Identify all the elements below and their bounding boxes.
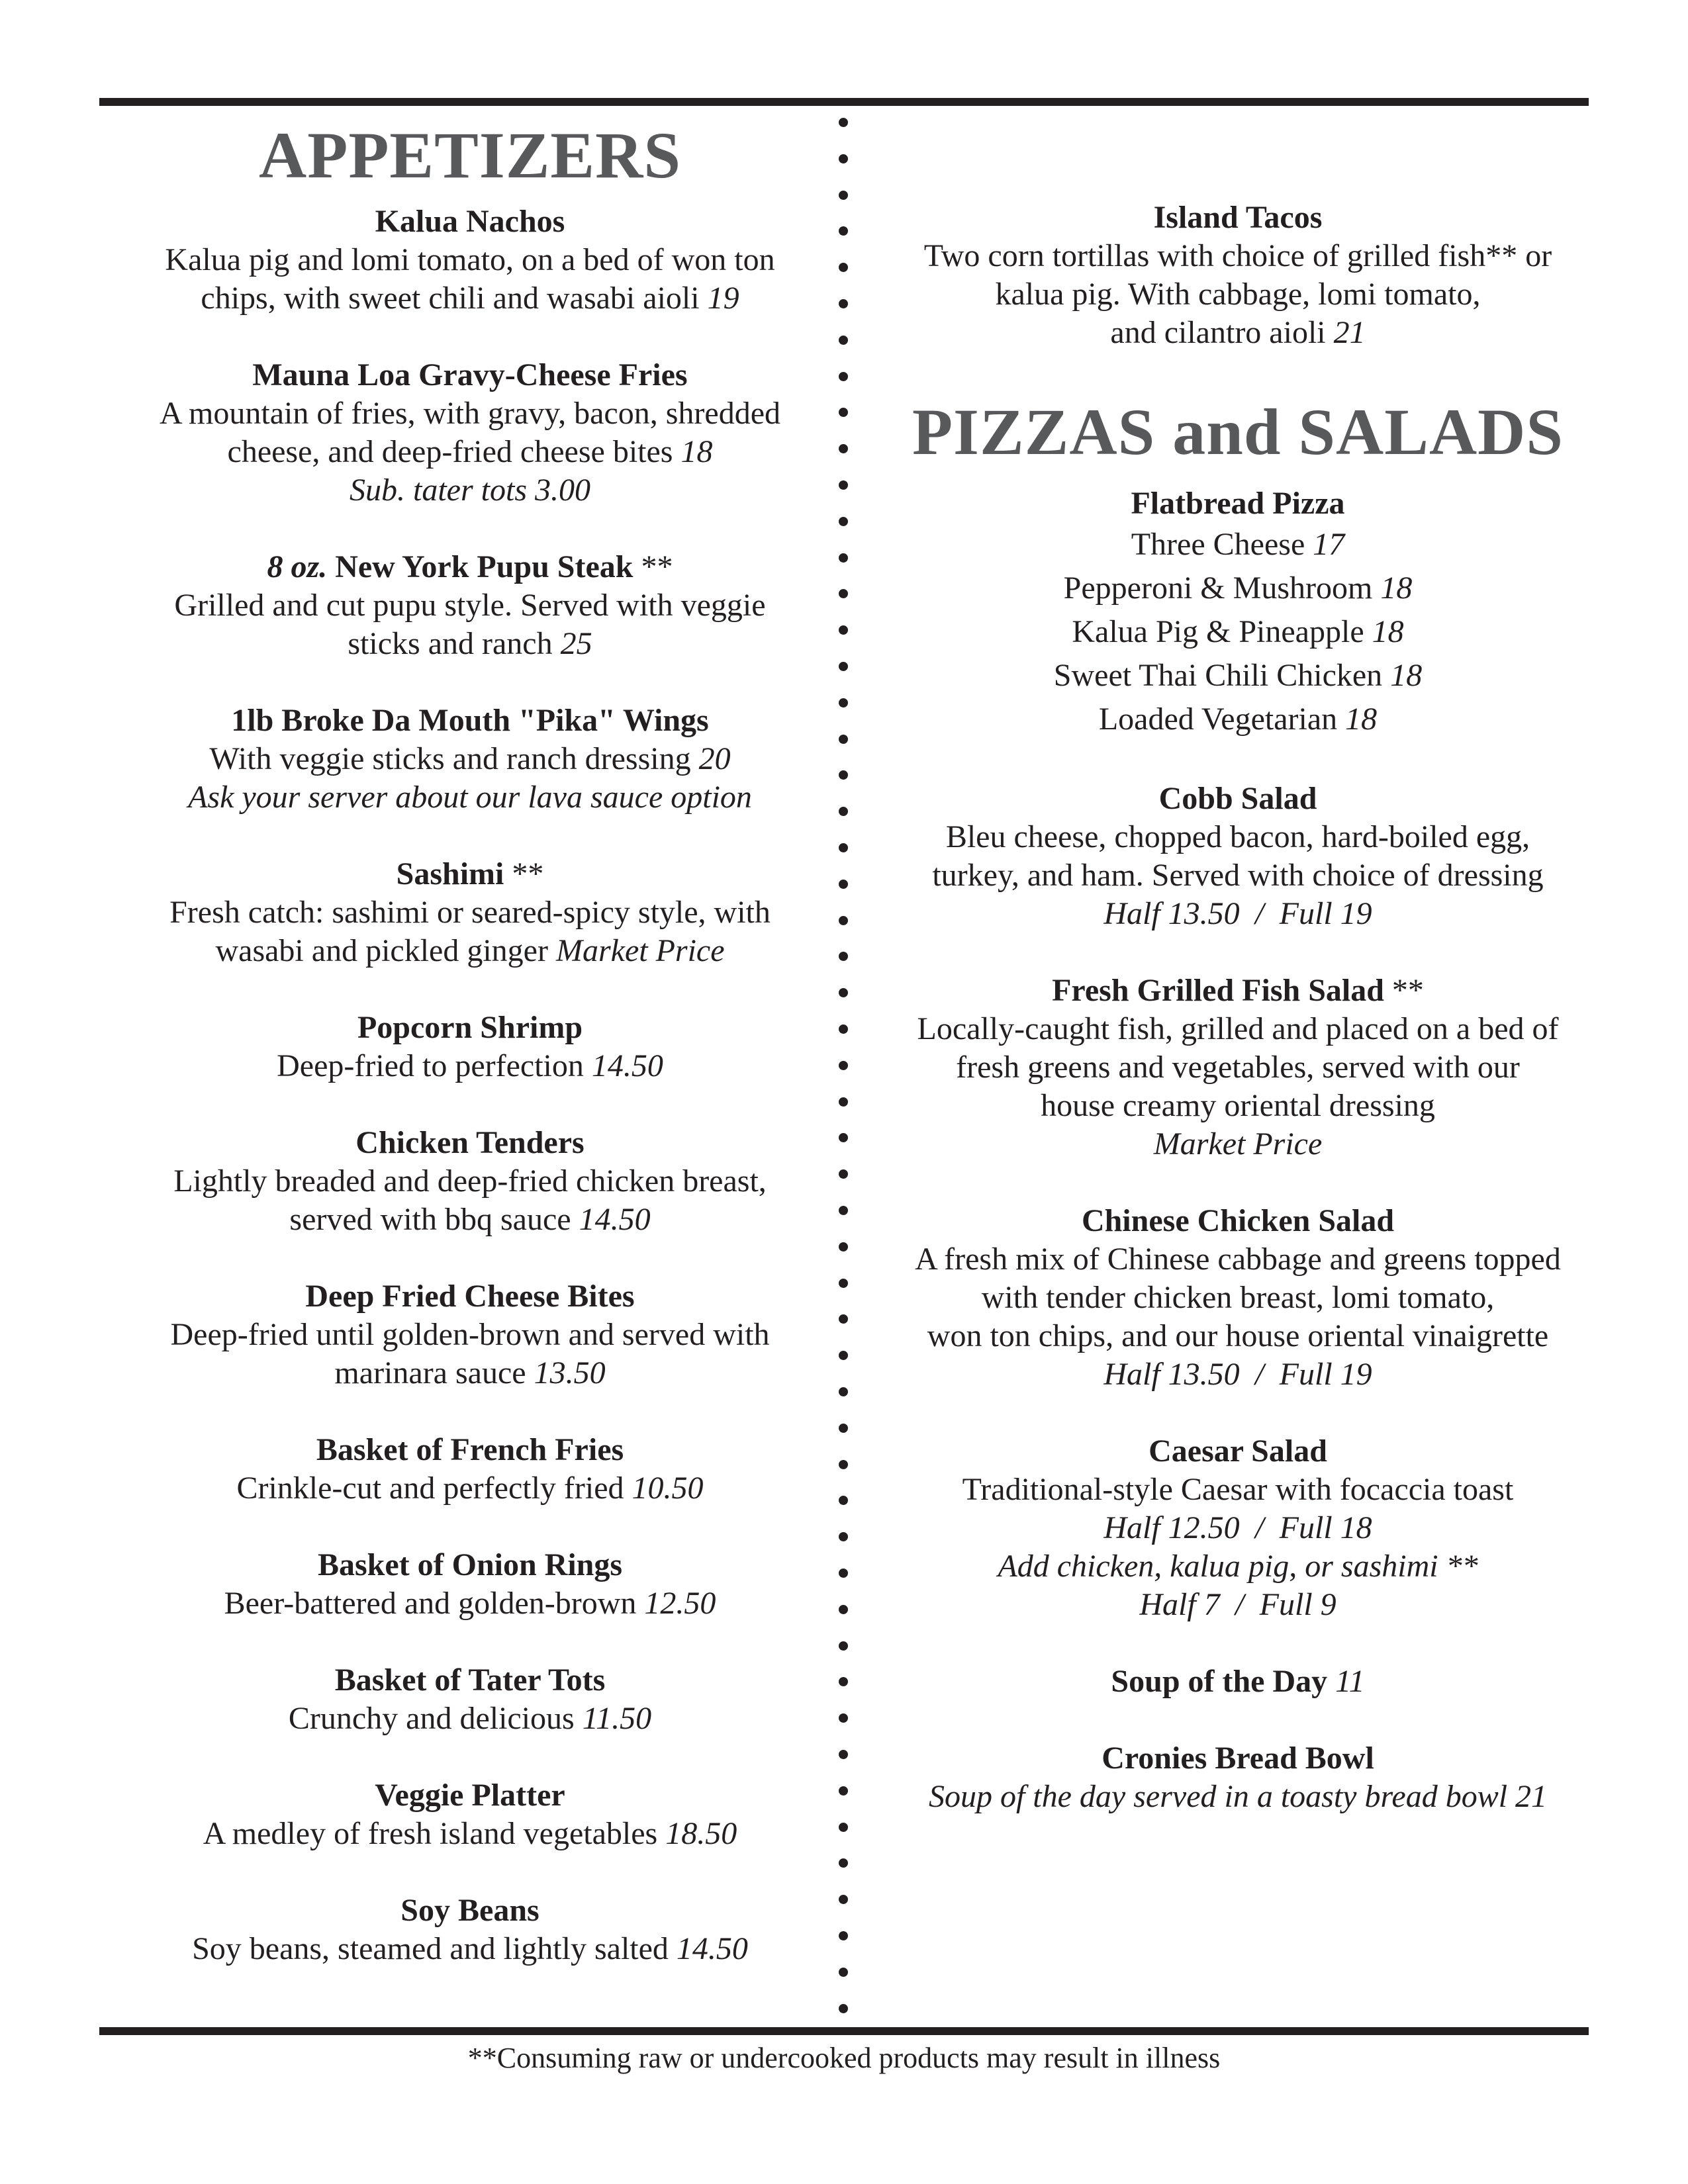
divider-dot [839,1351,848,1360]
divider-dot [839,916,848,925]
text-segment: Grilled and cut pupu style. Served with veggie [174,588,766,623]
flatbread-option [867,610,1609,654]
appetizers-list [113,203,827,1968]
menu-item-description-line [113,1201,827,1239]
price-separator: / [1255,1510,1264,1545]
text-segment: With veggie sticks and ranch dressing [209,741,699,776]
flatbread-option-label: Loaded Vegetarian [1098,702,1346,737]
text-segment: Lightly breaded and deep-fried chicken breast, [173,1163,767,1199]
text-segment: Crunchy and delicious [288,1701,583,1736]
menu-item-description-line [113,241,827,279]
divider-dot [839,1097,848,1107]
divider-dot [839,698,848,707]
divider-dot [839,118,848,127]
text-segment: 14.50 [579,1202,651,1237]
flatbread-option-price: 18 [1390,658,1423,693]
divider-dot [839,1786,848,1796]
text-segment: 11.50 [582,1701,652,1736]
divider-dot [839,1968,848,1977]
text-segment: 18 [680,434,713,469]
text-segment: 10.50 [632,1471,704,1506]
menu-item-name: Chicken Tenders [355,1125,585,1160]
menu-item [113,1431,827,1508]
text-segment: Crinkle-cut and perfectly fried [236,1471,632,1506]
menu-item [113,1661,827,1738]
menu-item-description-line [867,1087,1609,1125]
divider-dot [839,1895,848,1904]
divider-dot [839,154,848,163]
price-separator: / [1255,896,1264,931]
menu-item-description-line [113,1354,827,1392]
text-segment: Kalua pig and lomi tomato, on a bed of won ton [165,242,775,277]
text-segment: 19 [707,281,739,316]
menu-item-description-line [113,1930,827,1968]
text-segment: Deep-fried to perfection [277,1048,592,1083]
text-segment: wasabi and pickled ginger [215,933,556,968]
text-segment: 12.50 [644,1586,716,1621]
text-segment: Full 9 [1259,1587,1336,1622]
menu-item-name: Veggie Platter [375,1778,565,1813]
divider-dot [839,807,848,816]
text-segment: sticks and ranch [348,626,561,661]
menu-item-description-line [113,433,827,471]
menu-item [113,1124,827,1239]
menu-item-name: Flatbread Pizza [1131,486,1345,521]
text-segment: and cilantro aioli [1110,315,1334,350]
text-segment: Soup of the Day [1111,1664,1328,1699]
menu-item-name: Mauna Loa Gravy-Cheese Fries [252,357,688,392]
divider-dot [839,880,848,889]
text-segment: won ton chips, and our house oriental vinaigrette [927,1318,1549,1353]
menu-item-description-line [113,394,827,433]
menu-item-description-line [867,1048,1609,1087]
text-segment: A fresh mix of Chinese cabbage and greens topped [915,1242,1561,1277]
divider-dot [839,1641,848,1651]
text-segment: 11 [1327,1664,1365,1699]
text-segment: marinara sauce [334,1355,534,1390]
divider-dot [839,191,848,200]
divider-dot [839,1133,848,1142]
menu-item-name: Deep Fried Cheese Bites [305,1279,635,1314]
text-segment: Two corn tortillas with choice of grilled fish** or [923,238,1552,273]
divider-dot [839,517,848,526]
flatbread-option-label: Sweet Thai Chili Chicken [1053,658,1391,693]
text-segment: 13.50 [534,1355,606,1390]
divider-dot [839,553,848,563]
divider-dot [839,1677,848,1686]
menu-item [113,1546,827,1623]
menu-item-description-line [113,1469,827,1508]
salads-list [867,780,1609,1816]
menu-item-name: Soy Beans [400,1893,539,1928]
divider-dot [839,1387,848,1396]
divider-dot [839,336,848,345]
menu-item-description-line [113,778,827,817]
menu-item-description-line [867,314,1609,352]
divider-dot [839,2004,848,2013]
menu-item-name: Basket of Onion Rings [317,1547,623,1582]
text-segment: Full 19 [1279,1357,1372,1392]
text-segment: Add chicken, kalua pig, or sashimi ** [998,1549,1478,1584]
text-segment: Market Price [1153,1126,1323,1161]
text-segment: 14.50 [676,1931,748,1966]
divider-dot [839,1750,848,1759]
menu-item-name: Chinese Chicken Salad [1081,1203,1395,1238]
text-segment: 18.50 [665,1816,737,1851]
menu-item-description-line [113,893,827,932]
menu-item [113,702,827,817]
flatbread-option [867,567,1609,610]
divider-dot [839,480,848,490]
divider-dot [839,988,848,997]
menu-item-description-line [113,471,827,510]
divider-dot [839,1569,848,1578]
text-segment: Half 13.50 [1103,896,1240,931]
menu-item-description-line [113,1584,827,1623]
divider-dot [839,1424,848,1433]
menu-item-description-line [113,1700,827,1738]
flatbread-option-label: Kalua Pig & Pineapple [1072,614,1372,649]
text-segment: 14.50 [591,1048,663,1083]
menu-item-description-line [867,1778,1609,1816]
menu-item [113,1277,827,1392]
divider-dot [839,226,848,236]
menu-item [867,1202,1609,1394]
menu-item-description-line [113,1162,827,1201]
text-segment: Sub. tater tots 3.00 [349,473,590,508]
divider-dot [839,1532,848,1541]
menu-item-name: Kalua Nachos [375,204,565,239]
text-segment: Full 19 [1279,896,1372,931]
menu-item-description-line [867,856,1609,895]
menu-item [867,1662,1609,1701]
menu-item-description-line [113,586,827,625]
menu-item-description-line [867,1471,1609,1509]
text-segment: Half 12.50 [1103,1510,1240,1545]
text-segment: Market Price [555,933,725,968]
divider-dot [839,1169,848,1179]
menu-item-description-line [113,740,827,778]
menu-item-name: Popcorn Shrimp [357,1010,583,1045]
text-segment: house creamy oriental dressing [1041,1088,1435,1123]
divider-dot [839,408,848,417]
text-segment: 20 [698,741,731,776]
appetizers-column [113,113,827,2007]
text-segment: chips, with sweet chili and wasabi aioli [201,281,708,316]
flatbread-option-price: 17 [1313,527,1345,562]
divider-dot [839,1823,848,1832]
divider-dot [839,263,848,272]
text-segment: Ask your server about our lava sauce option [188,780,752,815]
menu-item-name: Cobb Salad [1158,781,1317,816]
divider-dot [839,1931,848,1940]
menu-item [113,356,827,510]
flatbread-option [867,523,1609,567]
column-divider-dots [835,118,851,2024]
divider-dot [839,662,848,671]
text-segment: with tender chicken breast, lomi tomato, [981,1280,1495,1315]
menu-item-description-line [867,895,1609,933]
menu-item-description-line [867,1355,1609,1394]
menu-item-description-line [113,279,827,318]
menu-item-description-line [867,818,1609,856]
bottom-rule [99,2027,1589,2035]
price-separator: / [1255,1357,1264,1392]
flatbread-option [867,654,1609,698]
divider-dot [839,843,848,852]
menu-item-name: Basket of Tater Tots [334,1662,606,1698]
text-segment: cheese, and deep-fried cheese bites [227,434,681,469]
divider-dot [839,1496,848,1505]
divider-dot [839,299,848,308]
menu-item-description-line [113,625,827,663]
island-tacos-item [867,199,1609,352]
menu-item [113,1891,827,1968]
text-segment: Beer-battered and golden-brown [224,1586,645,1621]
menu-item [867,199,1609,352]
text-segment: Sashimi [396,856,512,891]
menu-item [113,1009,827,1085]
text-segment: Deep-fried until golden-brown and served with [170,1317,770,1352]
text-segment: 25 [560,626,592,661]
disclaimer: **Consuming raw or undercooked products may result in illness [467,2042,1221,2074]
menu-item [867,1432,1609,1624]
menu-item-name: 1lb Broke Da Mouth "Pika" Wings [231,703,709,738]
menu-item [113,1776,827,1853]
menu-item [867,780,1609,933]
menu-item-description-line [867,1279,1609,1317]
text-segment: New York Pupu Steak [327,549,641,584]
divider-dot [839,589,848,598]
menu-item-description-line [867,1125,1609,1163]
menu-item-name [867,972,1609,1010]
divider-dot [839,1713,848,1723]
menu-item-description-line [113,1815,827,1853]
top-rule [99,98,1589,106]
text-segment: fresh greens and vegetables, served with our [956,1050,1520,1085]
divider-dot [839,1242,848,1251]
divider-dot [839,1460,848,1469]
divider-dot [839,1314,848,1324]
text-segment: A mountain of fries, with gravy, bacon, shredded [160,396,780,431]
text-segment: Half 13.50 [1103,1357,1240,1392]
menu-item-name: Basket of French Fries [316,1432,624,1467]
text-segment: kalua pig. With cabbage, lomi tomato, [995,277,1481,312]
divider-dot [839,770,848,780]
menu-item-name [867,1662,1609,1701]
menu-item-description-line [867,1010,1609,1048]
text-segment: Bleu cheese, chopped bacon, hard-boiled egg, [945,819,1530,854]
menu-item [867,1739,1609,1816]
divider-dot [839,1858,848,1868]
pizzas-salads-heading: PIZZAS and SALADS [912,395,1564,469]
appetizers-heading: APPETIZERS [259,118,681,192]
text-segment: served with bbq sauce [289,1202,579,1237]
divider-dot [839,1206,848,1215]
menu-item-name: Cronies Bread Bowl [1102,1741,1374,1776]
text-segment: ** [512,856,544,891]
menu-item-description-line [113,1316,827,1354]
right-column [867,199,1609,1854]
text-segment: Fresh Grilled Fish Salad [1052,973,1392,1008]
divider-dot [839,1605,848,1614]
menu-item-description-line [867,275,1609,314]
text-segment: Traditional-style Caesar with focaccia toast [962,1472,1514,1507]
text-segment: turkey, and ham. Served with choice of dressing [932,858,1544,893]
text-segment: 21 [1333,315,1366,350]
flatbread-option [867,698,1609,741]
menu-item-name: Caesar Salad [1149,1433,1327,1469]
text-segment: Half 7 [1139,1587,1220,1622]
menu-item-description-line [867,1317,1609,1355]
flatbread-option-price: 18 [1372,614,1404,649]
menu-item [113,203,827,318]
text-segment: Soup of the day served in a toasty bread bowl 21 [928,1779,1548,1814]
menu-item-description-line [867,1547,1609,1586]
divider-dot [839,735,848,744]
flatbread-option-label: Pepperoni & Mushroom [1063,570,1381,606]
menu-item [113,548,827,663]
flatbread-option-price: 18 [1345,702,1378,737]
text-segment: ** [1391,973,1424,1008]
text-segment: 8 oz. [267,549,328,584]
menu-item-description-line [867,1240,1609,1279]
flatbread-option-label: Three Cheese [1131,527,1313,562]
menu-item [113,855,827,970]
menu-item-name [113,548,827,586]
divider-dot [839,444,848,453]
divider-dot [839,372,848,381]
text-segment: Fresh catch: sashimi or seared-spicy style, with [169,895,771,930]
divider-dot [839,952,848,961]
menu-item-description-line [867,1509,1609,1547]
text-segment: A medley of fresh island vegetables [203,1816,666,1851]
text-segment: Locally-caught fish, grilled and placed on a bed of [917,1011,1559,1046]
menu-item-description-line [867,1586,1609,1624]
price-separator: / [1235,1587,1244,1622]
text-segment: Full 18 [1279,1510,1372,1545]
menu-item-description-line [113,1047,827,1085]
text-segment: Soy beans, steamed and lightly salted [192,1931,677,1966]
divider-dot [839,1061,848,1070]
menu-item [867,972,1609,1163]
divider-dot [839,1279,848,1288]
menu-item-description-line [867,237,1609,275]
flatbread-options [867,523,1609,741]
text-segment: ** [641,549,673,584]
divider-dot [839,1024,848,1034]
menu-item-name: Island Tacos [1153,200,1323,235]
flatbread-option-price: 18 [1380,570,1413,606]
menu-item-name [113,855,827,893]
flatbread-pizza-item [867,484,1609,741]
menu-item-description-line [113,932,827,970]
divider-dot [839,625,848,635]
